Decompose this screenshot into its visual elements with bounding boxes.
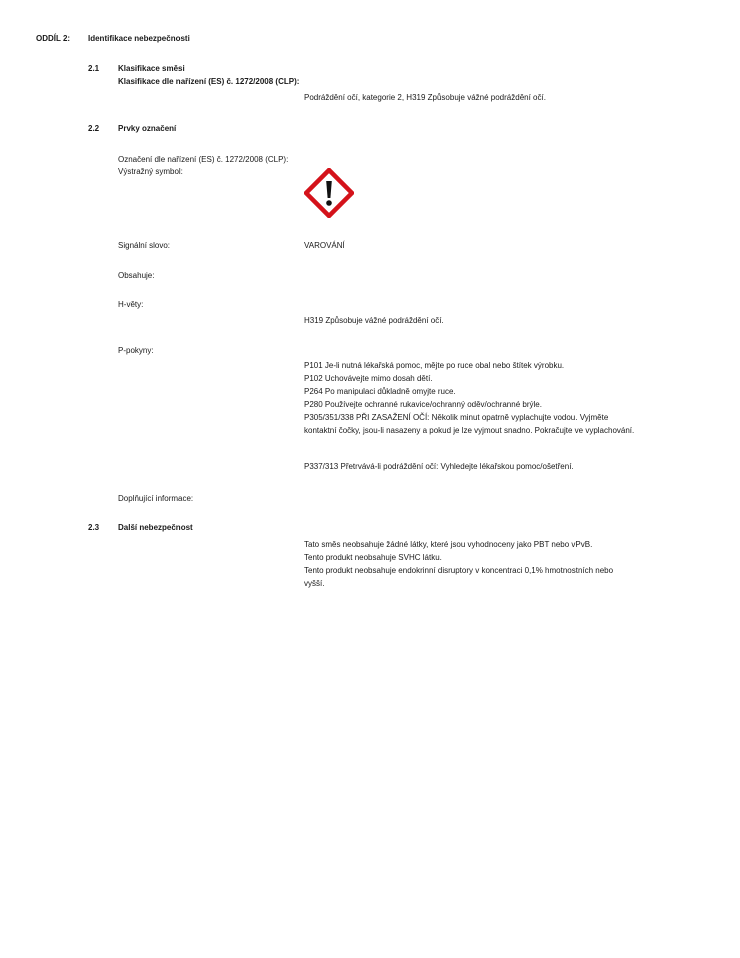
other-hazards-list [304,538,613,590]
section-label: ODDÍL 2: [36,34,71,43]
clp-classification-heading: Klasifikace dle nařízení (ES) č. 1272/2008 (CLP): [118,77,300,86]
p-statement: P102 Uchovávejte mimo dosah dětí. [304,374,433,383]
p-statement: P305/351/338 PŘI ZASAŽENÍ OČÍ: Několik minut opatrně vyplachujte vodou. Vyjměte [304,413,609,422]
clp-labelling-label: Označení dle nařízení (ES) č. 1272/2008 (CLP): [118,155,289,164]
p-statement: P280 Používejte ochranné rukavice/ochranný oděv/ochranné brýle. [304,400,542,409]
p-statement-last: P337/313 Přetrvává-li podráždění očí: Vyhledejte lékařskou pomoc/ošetření. [304,462,574,471]
section-title: Identifikace nebezpečnosti [88,34,190,43]
h-statements-label: H-věty: [118,300,144,309]
warning-symbol-label: Výstražný symbol: [118,167,183,176]
subsection-number-2-3: 2.3 [88,523,100,532]
other-hazard-line: Tento produkt neobsahuje SVHC látku. [304,553,442,562]
subsection-number-2-2: 2.2 [88,124,100,133]
other-hazard-line: Tato směs neobsahuje žádné látky, které jsou vyhodnoceny jako PBT nebo vPvB. [304,540,593,549]
p-statements-list [304,359,634,437]
p-statement: P101 Je-li nutná lékařská pomoc, mějte po ruce obal nebo štítek výrobku. [304,361,565,370]
other-hazard-line: Tento produkt neobsahuje endokrinní disruptory v koncentraci 0,1% hmotnostních nebo [304,566,614,575]
supplementary-info-label: Doplňující informace: [118,494,194,503]
subsection-number-2-1: 2.1 [88,64,100,73]
subsection-title-2-3: Další nebezpečnost [118,523,193,532]
contains-label: Obsahuje: [118,271,155,280]
subsection-title-2-2: Prvky označení [118,124,177,133]
other-hazard-line: vyšší. [304,579,325,588]
h-statement: H319 Způsobuje vážné podráždění očí. [304,316,444,325]
subsection-title-2-1: Klasifikace směsi [118,64,185,73]
classification-value: Podráždění očí, kategorie 2, H319 Způsobuje vážné podráždění očí. [304,93,546,102]
signal-word-value: VAROVÁNÍ [304,241,345,250]
signal-word-label: Signální slovo: [118,241,171,250]
p-statement: kontaktní čočky, jsou-li nasazeny a pokud je lze vyjmout snadno. Pokračujte ve vyplachování. [304,426,635,435]
p-statements-label: P-pokyny: [118,346,154,355]
p-statement: P264 Po manipulaci důkladně omyjte ruce. [304,387,456,396]
exclamation-mark-icon [304,168,354,218]
